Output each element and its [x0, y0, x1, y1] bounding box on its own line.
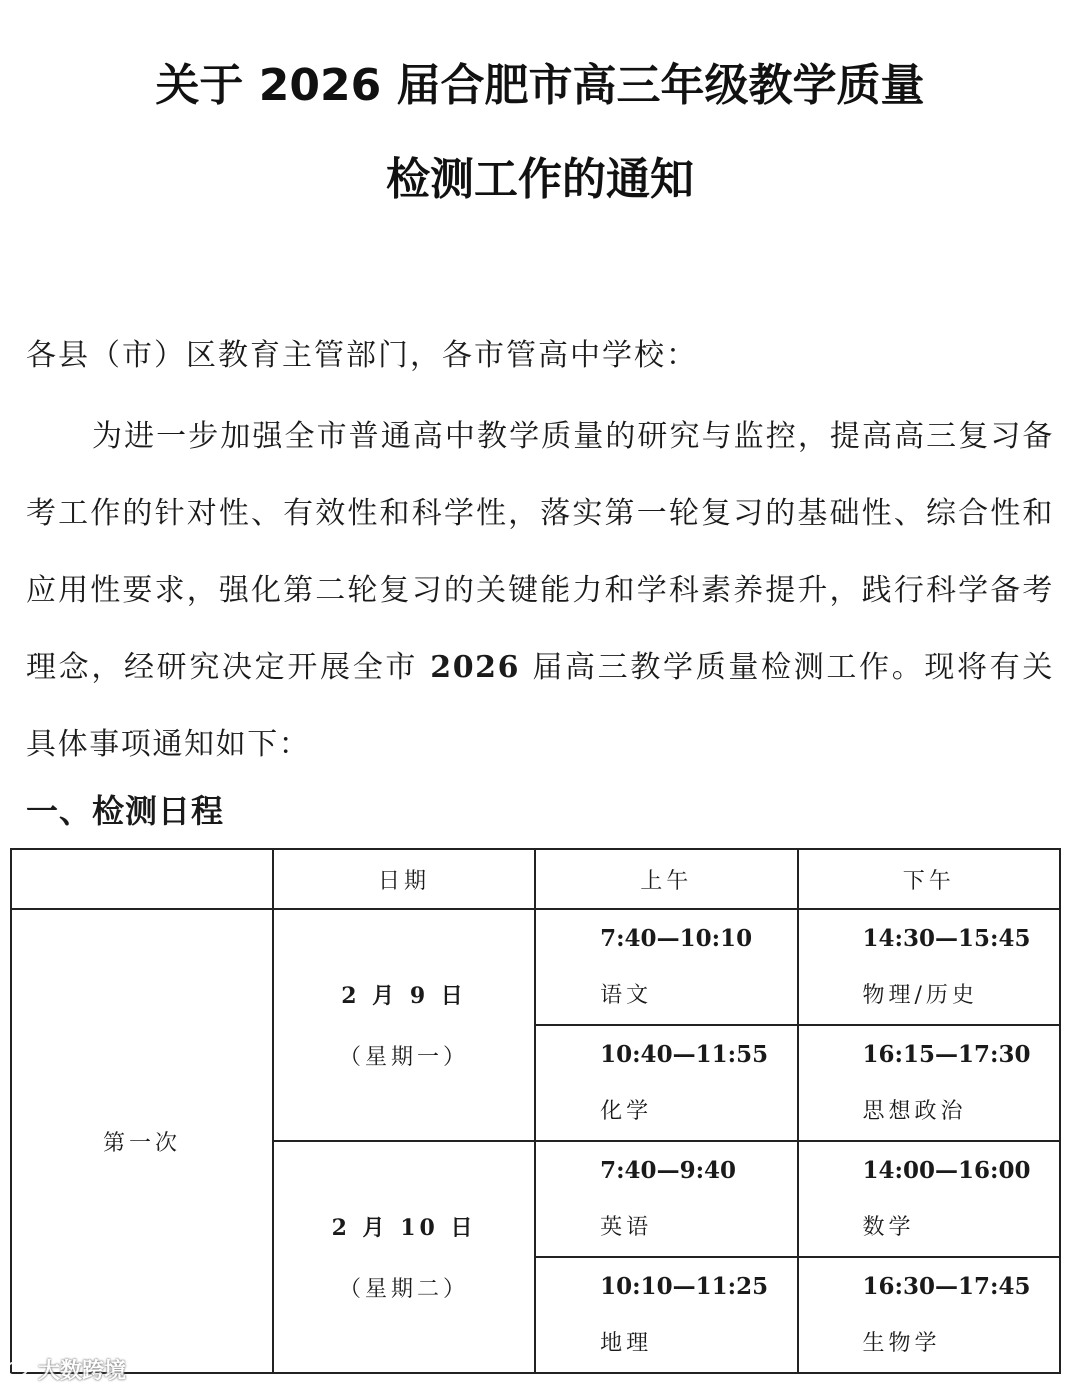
slot-time: 10:40—11:55: [600, 1041, 769, 1068]
morning-slot: [535, 1141, 797, 1257]
header-cell-morning: 上午: [535, 849, 797, 909]
header-cell-blank: [11, 849, 273, 909]
table-row: [11, 909, 1060, 1025]
slot-subject: 数学: [862, 1215, 915, 1240]
table-header-row: [11, 849, 1060, 909]
slot-time: 16:30—17:45: [862, 1273, 1031, 1300]
slot-time: 7:40—9:40: [600, 1157, 737, 1184]
title-line-2: 检测工作的通知: [386, 154, 694, 205]
date-cell: [273, 909, 535, 1141]
header-cell-afternoon: 下午: [798, 849, 1060, 909]
slot-time: 10:10—11:25: [600, 1273, 769, 1300]
body-paragraph: [26, 398, 1054, 783]
slot-time: 7:40—10:10: [600, 925, 753, 952]
slot-subject: 生物学: [862, 1331, 941, 1356]
section-heading-schedule: 一、检测日程: [26, 792, 225, 830]
morning-slot: [535, 909, 797, 1025]
body-text-part2: 届高三教学质量检测工作。现将有关具体事项通知如下：: [26, 650, 1054, 762]
body-year: 2026: [430, 650, 521, 685]
afternoon-slot: [798, 1141, 1060, 1257]
slot-subject: 思想政治: [862, 1099, 967, 1124]
slot-subject: 语文: [600, 983, 653, 1008]
slot-time: 14:00—16:00: [862, 1157, 1031, 1184]
slot-subject: 地理: [600, 1331, 653, 1356]
slot-time: 14:30—15:45: [862, 925, 1031, 952]
slot-subject: 化学: [600, 1099, 653, 1124]
watermark: [6, 1354, 126, 1385]
afternoon-slot: [798, 909, 1060, 1025]
header-cell-date: 日期: [273, 849, 535, 909]
morning-slot: [535, 1257, 797, 1373]
schedule-table: [10, 848, 1061, 1374]
slot-subject: 物理/历史: [862, 983, 978, 1008]
afternoon-slot: [798, 1257, 1060, 1373]
afternoon-slot: [798, 1025, 1060, 1141]
watermark-text: 大数跨境: [38, 1359, 127, 1384]
salutation: 各县（市）区教育主管部门，各市管高中学校：: [26, 338, 698, 373]
title-line-1: 关于 2026 届合肥市高三年级教学质量: [155, 60, 925, 111]
date-cell: [273, 1141, 535, 1373]
weibo-icon: [6, 1357, 32, 1382]
slot-time: 16:15—17:30: [862, 1041, 1031, 1068]
slot-subject: 英语: [600, 1215, 653, 1240]
morning-slot: [535, 1025, 797, 1141]
body-text-part1: 为进一步加强全市普通高中教学质量的研究与监控，提高高三复习备考工作的针对性、有效性和科学性，落实第一轮复习的基础性、综合性和应用性要求，强化第二轮复习的关键能力和学科素养提升，践行科学备考理念，经研究决定开展全市: [26, 419, 1054, 685]
date-label: 2 月 10 日: [331, 1215, 477, 1241]
weekday-label: （星期一）: [339, 1045, 470, 1070]
round-cell: 第一次: [11, 909, 273, 1373]
date-label: 2 月 9 日: [341, 983, 467, 1009]
weekday-label: （星期二）: [339, 1277, 470, 1302]
